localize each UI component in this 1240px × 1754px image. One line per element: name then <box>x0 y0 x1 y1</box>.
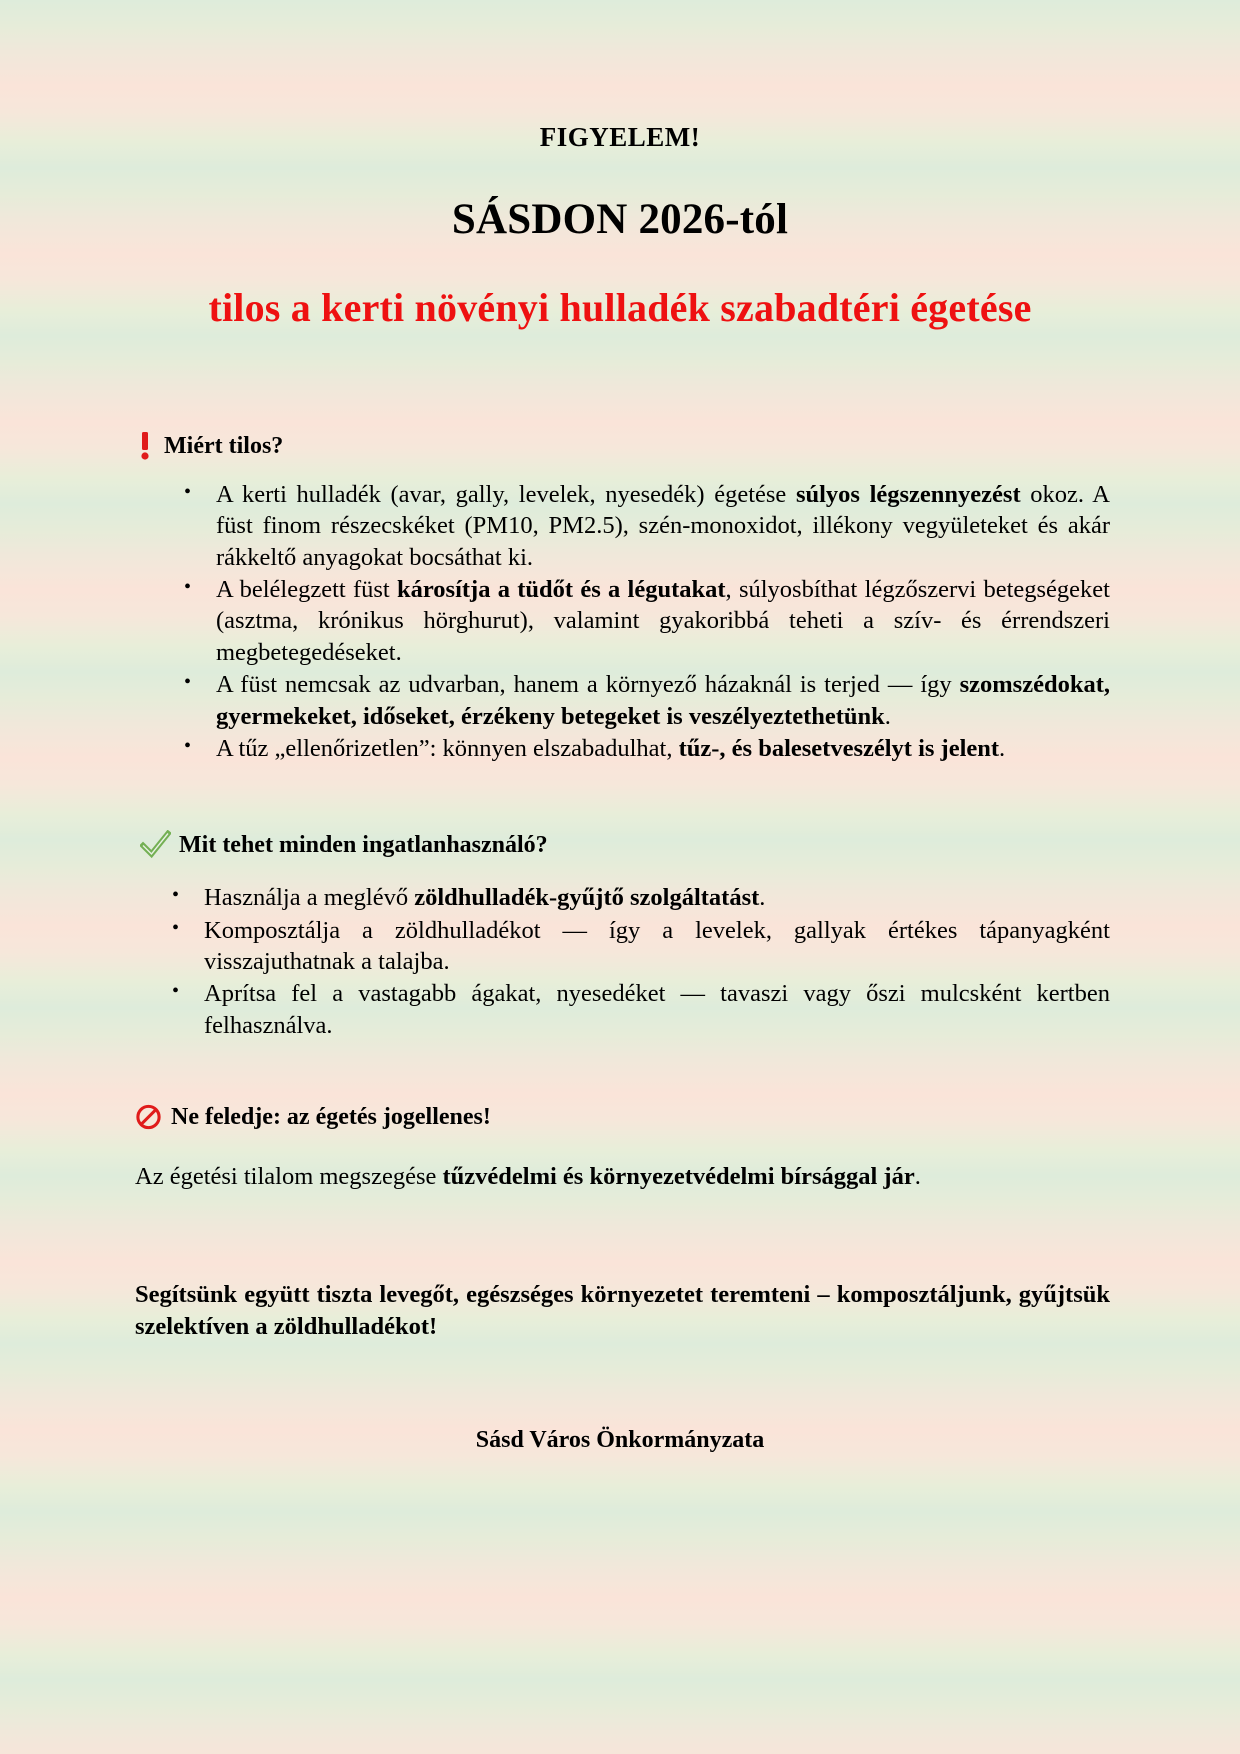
emphasis-text: súlyos légszennyezést <box>795 481 1021 508</box>
why-list <box>172 479 1110 764</box>
list-item <box>160 882 1110 913</box>
why-bullet-0-text <box>216 481 1110 571</box>
attention-headline: FIGYELEM! <box>539 122 701 152</box>
emphasis-text: szomszédokat, gyermekeket, időseket, érzékeny betegeket is veszélyeztethetünk <box>216 671 1110 730</box>
what-bullet-0-text <box>204 884 765 911</box>
plain-text: Komposztálja a zöldhulladékot — így a levelek, gallyak értékes tápanyagként visszajuthatnak a talajba. <box>204 916 1110 975</box>
section-heading-why <box>130 431 1110 461</box>
plain-text: Az égetési tilalom megszegése <box>135 1163 443 1191</box>
fine-notice-paragraph <box>135 1161 1110 1193</box>
why-bullet-3-text <box>216 735 1005 762</box>
list-item <box>160 915 1110 978</box>
what-list <box>160 882 1110 1041</box>
plain-text: . <box>884 702 891 730</box>
plain-text: . <box>914 1163 921 1191</box>
plain-text: . <box>999 734 1006 762</box>
list-item <box>160 978 1110 1041</box>
plain-text: . <box>759 884 766 912</box>
prohibition-icon <box>135 1103 162 1131</box>
section-heading-what <box>130 830 1110 860</box>
plain-text: A kerti hulladék (avar, gally, levelek, nyesedék) égetése <box>216 481 796 508</box>
emphasis-text: tűzvédelmi és környezetvédelmi bírsággal jár <box>442 1163 915 1191</box>
emphasis-text: zöldhulladék-gyűjtő szolgáltatást <box>414 884 760 912</box>
what-bullet-2-text <box>204 980 1110 1038</box>
emphasis-text: tűz-, és balesetveszélyt is jelent <box>678 734 1000 762</box>
ban-headline: tilos a kerti növényi hulladék szabadtéri égetése <box>208 285 1032 330</box>
list-item <box>172 479 1110 573</box>
section-heading-why-label: Miért tilos? <box>164 432 284 459</box>
town-year-headline: SÁSDON 2026-tól <box>451 196 789 243</box>
what-bullet-1-text <box>204 917 1110 975</box>
why-bullet-1-text <box>216 576 1110 666</box>
plain-text: Aprítsa fel a vastagabb ágakat, nyesedéket — tavaszi vagy őszi mulcsként kertben felhasználva. <box>204 980 1110 1039</box>
section-heading-note-label: Ne feledje: az égetés jogellenes! <box>171 1103 491 1130</box>
plain-text: Használja a meglévő <box>204 884 415 912</box>
closing-appeal: Segítsünk együtt tiszta levegőt, egészséges környezetet teremteni – komposztáljunk, gyűjtsük szelektíven a zöldhulladékot! <box>135 1280 1110 1340</box>
why-bullet-2-text <box>216 671 1110 729</box>
plain-text: A tűz „ellenőrizetlen”: könnyen elszabadulhat, <box>216 734 679 762</box>
plain-text: , súlyosbíthat légzőszervi betegségeket (asztma, krónikus hörghurut), valamint gyakoribbá teheti a szív- és érrendszeri megbetegedéseket. <box>216 576 1110 666</box>
plain-text: A füst nemcsak az udvarban, hanem a környező házaknál is terjed — így <box>216 671 960 699</box>
plain-text: okoz. A füst finom részecskéket (PM10, PM2.5), szén-monoxidot, illékony vegyületeket és akár rákkeltő anyagokat bocsáthat ki. <box>216 481 1110 571</box>
plain-text: A belélegzett füst <box>216 576 397 604</box>
list-item <box>172 574 1110 668</box>
section-heading-what-label: Mit tehet minden ingatlanhasználó? <box>179 831 548 858</box>
exclamation-mark-icon <box>135 431 155 461</box>
signature-line: Sásd Város Önkormányzata <box>475 1426 765 1453</box>
emphasis-text: károsítja a tüdőt és a légutakat <box>397 576 726 604</box>
section-heading-note <box>130 1103 1110 1131</box>
list-item <box>172 669 1110 732</box>
list-item <box>172 733 1110 764</box>
green-check-icon <box>140 830 171 860</box>
